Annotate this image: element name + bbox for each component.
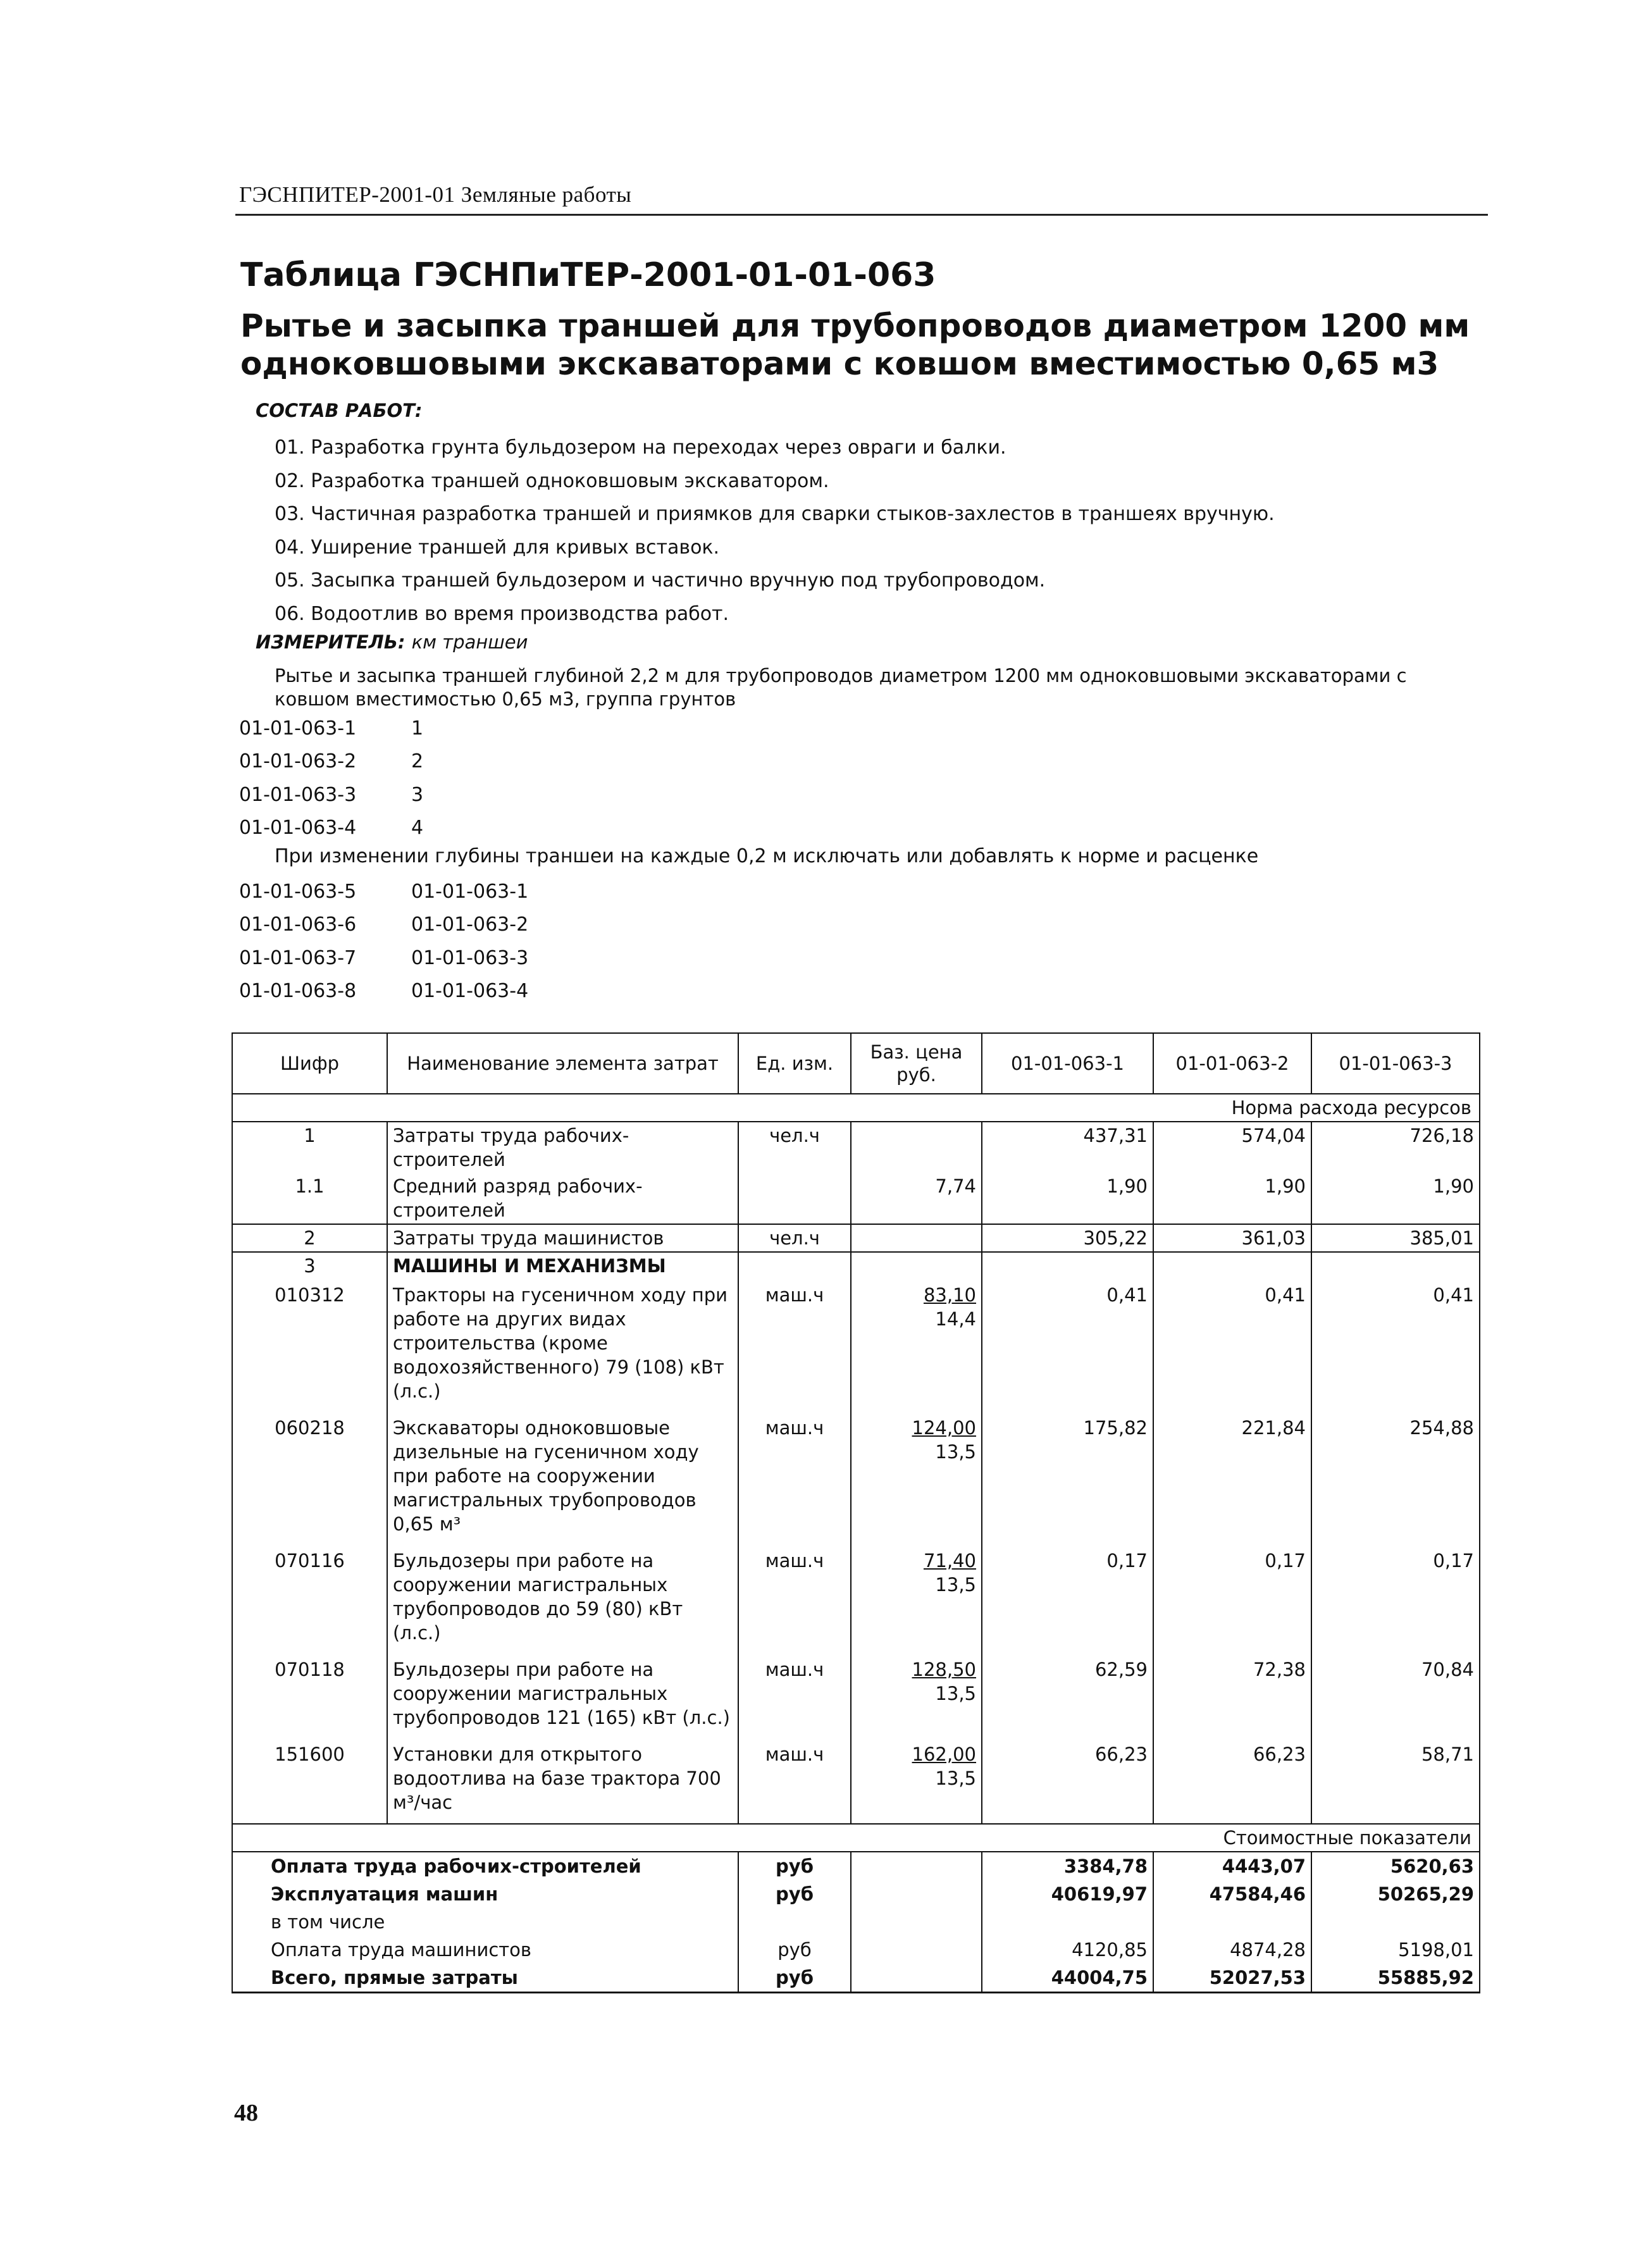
table-row <box>232 1252 1480 1279</box>
measure-description: Рытье и засыпка траншей глубиной 2,2 м для трубопроводов диаметром 1200 мм одноковшовыми экскаваторами с ковшом вместимостью 0,65 м3, группа грунтов <box>275 665 1407 710</box>
cell-unit: чел.ч <box>738 1224 851 1252</box>
soil-group: 3 <box>411 783 424 806</box>
cell-v2: 0,17 <box>1153 1545 1311 1654</box>
summary-v1: 4120,85 <box>982 1936 1153 1964</box>
code: 01-01-063-3 <box>239 783 357 806</box>
table-title: Рытье и засыпка траншей для трубопроводов диаметром 1200 мм одноковшовыми экскаваторами с ковшом вместимостью 0,65 м3 <box>240 307 1470 382</box>
works-heading: СОСТАВ РАБОТ: <box>256 400 423 421</box>
section-row <box>232 1094 1480 1122</box>
cell-code: 070116 <box>232 1545 387 1654</box>
summary-price <box>851 1908 982 1936</box>
cell-v2: 361,03 <box>1153 1224 1311 1252</box>
cell-v2 <box>1153 1252 1311 1279</box>
ref-code: 01-01-063-4 <box>411 980 529 1003</box>
ref-code: 01-01-063-2 <box>411 914 529 936</box>
soil-group: 1 <box>411 717 424 740</box>
base-price: 71,40 <box>923 1550 976 1571</box>
cell-v1: 437,31 <box>982 1122 1153 1173</box>
cell-name: Экскаваторы одноковшовые дизельные на гусеничном ходу при работе на сооружении магистральных трубопроводов 0,65 м³ <box>387 1412 738 1545</box>
summary-unit <box>738 1908 851 1936</box>
summary-price <box>851 1964 982 1993</box>
summary-v1: 3384,78 <box>982 1852 1153 1880</box>
table-row <box>232 1654 1480 1738</box>
price-header-line1: Баз. цена <box>870 1041 963 1063</box>
cell-v2: 66,23 <box>1153 1738 1311 1824</box>
code: 01-01-063-1 <box>239 717 357 740</box>
summary-row <box>232 1880 1480 1908</box>
table-number: Таблица ГЭСНПиТЕР-2001-01-01-063 <box>240 256 936 294</box>
summary-v2 <box>1153 1908 1311 1936</box>
summary-price <box>851 1936 982 1964</box>
col-header-name: Наименование элемента затрат <box>387 1033 738 1094</box>
summary-row <box>232 1936 1480 1964</box>
cell-unit: маш.ч <box>738 1545 851 1654</box>
base-price: 83,10 <box>923 1284 976 1306</box>
list-item <box>239 908 528 941</box>
summary-v3: 5198,01 <box>1311 1936 1480 1964</box>
cell-code: 060218 <box>232 1412 387 1545</box>
cell-v1: 0,41 <box>982 1279 1153 1412</box>
summary-name: Всего, прямые затраты <box>232 1964 738 1993</box>
summary-v1 <box>982 1908 1153 1936</box>
list-item <box>239 745 423 778</box>
cell-v2: 221,84 <box>1153 1412 1311 1545</box>
measure-label: ИЗМЕРИТЕЛЬ: <box>256 631 406 653</box>
price-header-line2: руб. <box>896 1064 936 1086</box>
work-item: 04. Уширение траншей для кривых вставок. <box>275 536 720 559</box>
operator-rate: 13,5 <box>935 1768 976 1789</box>
summary-v3: 55885,92 <box>1311 1964 1480 1993</box>
work-item: 02. Разработка траншей одноковшовым экскаватором. <box>275 469 829 492</box>
cell-v1: 1,90 <box>982 1173 1153 1224</box>
cell-price <box>851 1279 982 1412</box>
ref-code: 01-01-063-3 <box>411 946 529 969</box>
cell-unit: маш.ч <box>738 1654 851 1738</box>
code: 01-01-063-4 <box>239 817 357 840</box>
summary-v3: 5620,63 <box>1311 1852 1480 1880</box>
cell-unit <box>738 1173 851 1224</box>
cell-price <box>851 1654 982 1738</box>
table-row <box>232 1122 1480 1173</box>
table-row <box>232 1545 1480 1654</box>
summary-name: Оплата труда машинистов <box>232 1936 738 1964</box>
cell-price <box>851 1412 982 1545</box>
cell-price <box>851 1738 982 1824</box>
summary-v3: 50265,29 <box>1311 1880 1480 1908</box>
cell-unit <box>738 1252 851 1279</box>
table-row <box>232 1738 1480 1824</box>
cell-name: Установки для открытого водоотлива на базе трактора 700 м³/час <box>387 1738 738 1824</box>
cell-name: Бульдозеры при работе на сооружении магистральных трубопроводов 121 (165) кВт (л.с.) <box>387 1654 738 1738</box>
summary-v2: 52027,53 <box>1153 1964 1311 1993</box>
summary-v2: 4874,28 <box>1153 1936 1311 1964</box>
cell-name: Средний разряд рабочих-строителей <box>387 1173 738 1224</box>
cell-v2: 72,38 <box>1153 1654 1311 1738</box>
cell-code: 010312 <box>232 1279 387 1412</box>
table-row <box>232 1173 1480 1224</box>
list-item <box>239 975 528 1008</box>
list-item <box>239 712 423 745</box>
cell-v1: 66,23 <box>982 1738 1153 1824</box>
cell-name: Бульдозеры при работе на сооружении магистральных трубопроводов до 59 (80) кВт (л.с.) <box>387 1545 738 1654</box>
summary-unit: руб <box>738 1964 851 1993</box>
cell-code: 1.1 <box>232 1173 387 1224</box>
cell-v1: 62,59 <box>982 1654 1153 1738</box>
cell-code: 070118 <box>232 1654 387 1738</box>
measure-value: км траншеи <box>411 631 528 653</box>
operator-rate: 13,5 <box>935 1441 976 1463</box>
operator-rate: 14,4 <box>935 1308 976 1330</box>
cell-v2: 574,04 <box>1153 1122 1311 1173</box>
adjustment-list <box>239 876 528 1008</box>
cell-v1: 305,22 <box>982 1224 1153 1252</box>
base-price: 162,00 <box>912 1744 976 1765</box>
list-item <box>239 876 528 908</box>
cell-v3 <box>1311 1252 1480 1279</box>
summary-row <box>232 1852 1480 1880</box>
summary-unit: руб <box>738 1852 851 1880</box>
ref-code: 01-01-063-1 <box>411 881 529 903</box>
list-item <box>239 812 423 845</box>
works-list <box>275 431 1275 631</box>
col-header-c1: 01-01-063-1 <box>982 1033 1153 1094</box>
cell-unit: маш.ч <box>738 1738 851 1824</box>
summary-v3 <box>1311 1908 1480 1936</box>
code: 01-01-063-2 <box>239 750 357 773</box>
summary-v2: 47584,46 <box>1153 1880 1311 1908</box>
section-costs: Стоимостные показатели <box>232 1824 1480 1852</box>
list-item <box>239 942 528 975</box>
cell-v3: 1,90 <box>1311 1173 1480 1224</box>
summary-v1: 40619,97 <box>982 1880 1153 1908</box>
cell-price <box>851 1252 982 1279</box>
base-price: 124,00 <box>912 1417 976 1439</box>
cell-name: Тракторы на гусеничном ходу при работе на других видах строительства (кроме водохозяйственного) 79 (108) кВт (л.с.) <box>387 1279 738 1412</box>
summary-row <box>232 1964 1480 1993</box>
cell-v2: 0,41 <box>1153 1279 1311 1412</box>
summary-name: в том числе <box>232 1908 738 1936</box>
cell-v1: 175,82 <box>982 1412 1153 1545</box>
work-item: 06. Водоотлив во время производства работ. <box>275 602 729 625</box>
cell-v3: 726,18 <box>1311 1122 1480 1173</box>
cell-price <box>851 1224 982 1252</box>
work-item: 01. Разработка грунта бульдозером на переходах через овраги и балки. <box>275 437 1006 459</box>
code: 01-01-063-5 <box>239 881 357 903</box>
operator-rate: 13,5 <box>935 1683 976 1704</box>
cell-v1: 0,17 <box>982 1545 1153 1654</box>
col-header-c3: 01-01-063-3 <box>1311 1033 1480 1094</box>
cell-unit: маш.ч <box>738 1412 851 1545</box>
summary-price <box>851 1880 982 1908</box>
cell-code: 151600 <box>232 1738 387 1824</box>
table-row <box>232 1412 1480 1545</box>
cell-name: Затраты труда рабочих-строителей <box>387 1122 738 1173</box>
cell-price <box>851 1545 982 1654</box>
cell-price: 7,74 <box>851 1173 982 1224</box>
section-norms: Норма расхода ресурсов <box>232 1094 1480 1122</box>
base-price: 128,50 <box>912 1659 976 1680</box>
operator-rate: 13,5 <box>935 1574 976 1596</box>
col-header-price <box>851 1033 982 1094</box>
table-header-row <box>232 1033 1480 1094</box>
cell-unit: маш.ч <box>738 1279 851 1412</box>
work-item: 03. Частичная разработка траншей и приямков для сварки стыков-захлестов в траншеях вручную. <box>275 503 1275 526</box>
list-item <box>239 779 423 812</box>
measure-line <box>256 631 528 653</box>
cell-code: 3 <box>232 1252 387 1279</box>
soil-group-list <box>239 712 423 845</box>
soil-group: 4 <box>411 817 424 840</box>
adjust-note: При изменении глубины траншеи на каждые 0,2 м исключать или добавлять к норме и расценке <box>275 845 1259 867</box>
cell-name: Затраты труда машинистов <box>387 1224 738 1252</box>
cell-v3: 58,71 <box>1311 1738 1480 1824</box>
table-row <box>232 1224 1480 1252</box>
cell-v3: 0,17 <box>1311 1545 1480 1654</box>
summary-name: Оплата труда рабочих-строителей <box>232 1852 738 1880</box>
work-item: 05. Засыпка траншей бульдозером и частично вручную под трубопроводом. <box>275 569 1046 592</box>
code: 01-01-063-6 <box>239 914 357 936</box>
cell-v3: 70,84 <box>1311 1654 1480 1738</box>
cell-name: МАШИНЫ И МЕХАНИЗМЫ <box>387 1252 738 1279</box>
cell-v3: 254,88 <box>1311 1412 1480 1545</box>
summary-row <box>232 1908 1480 1936</box>
col-header-c2: 01-01-063-2 <box>1153 1033 1311 1094</box>
section-row <box>232 1824 1480 1852</box>
code: 01-01-063-8 <box>239 980 357 1003</box>
cell-code: 2 <box>232 1224 387 1252</box>
summary-price <box>851 1852 982 1880</box>
cell-v1 <box>982 1252 1153 1279</box>
summary-unit: руб <box>738 1936 851 1964</box>
cell-code: 1 <box>232 1122 387 1173</box>
cost-table <box>232 1032 1480 1993</box>
col-header-unit: Ед. изм. <box>738 1033 851 1094</box>
cell-v3: 385,01 <box>1311 1224 1480 1252</box>
summary-v1: 44004,75 <box>982 1964 1153 1993</box>
page-number: 48 <box>234 2100 258 2126</box>
cell-v2: 1,90 <box>1153 1173 1311 1224</box>
soil-group: 2 <box>411 750 424 773</box>
code: 01-01-063-7 <box>239 946 357 969</box>
col-header-code: Шифр <box>232 1033 387 1094</box>
summary-v2: 4443,07 <box>1153 1852 1311 1880</box>
cell-v3: 0,41 <box>1311 1279 1480 1412</box>
running-header: ГЭСНПИТЕР-2001-01 Земляные работы <box>239 182 632 207</box>
cell-unit: чел.ч <box>738 1122 851 1173</box>
cell-price <box>851 1122 982 1173</box>
header-rule <box>235 214 1488 216</box>
table-row <box>232 1279 1480 1412</box>
summary-name: Эксплуатация машин <box>232 1880 738 1908</box>
summary-unit: руб <box>738 1880 851 1908</box>
